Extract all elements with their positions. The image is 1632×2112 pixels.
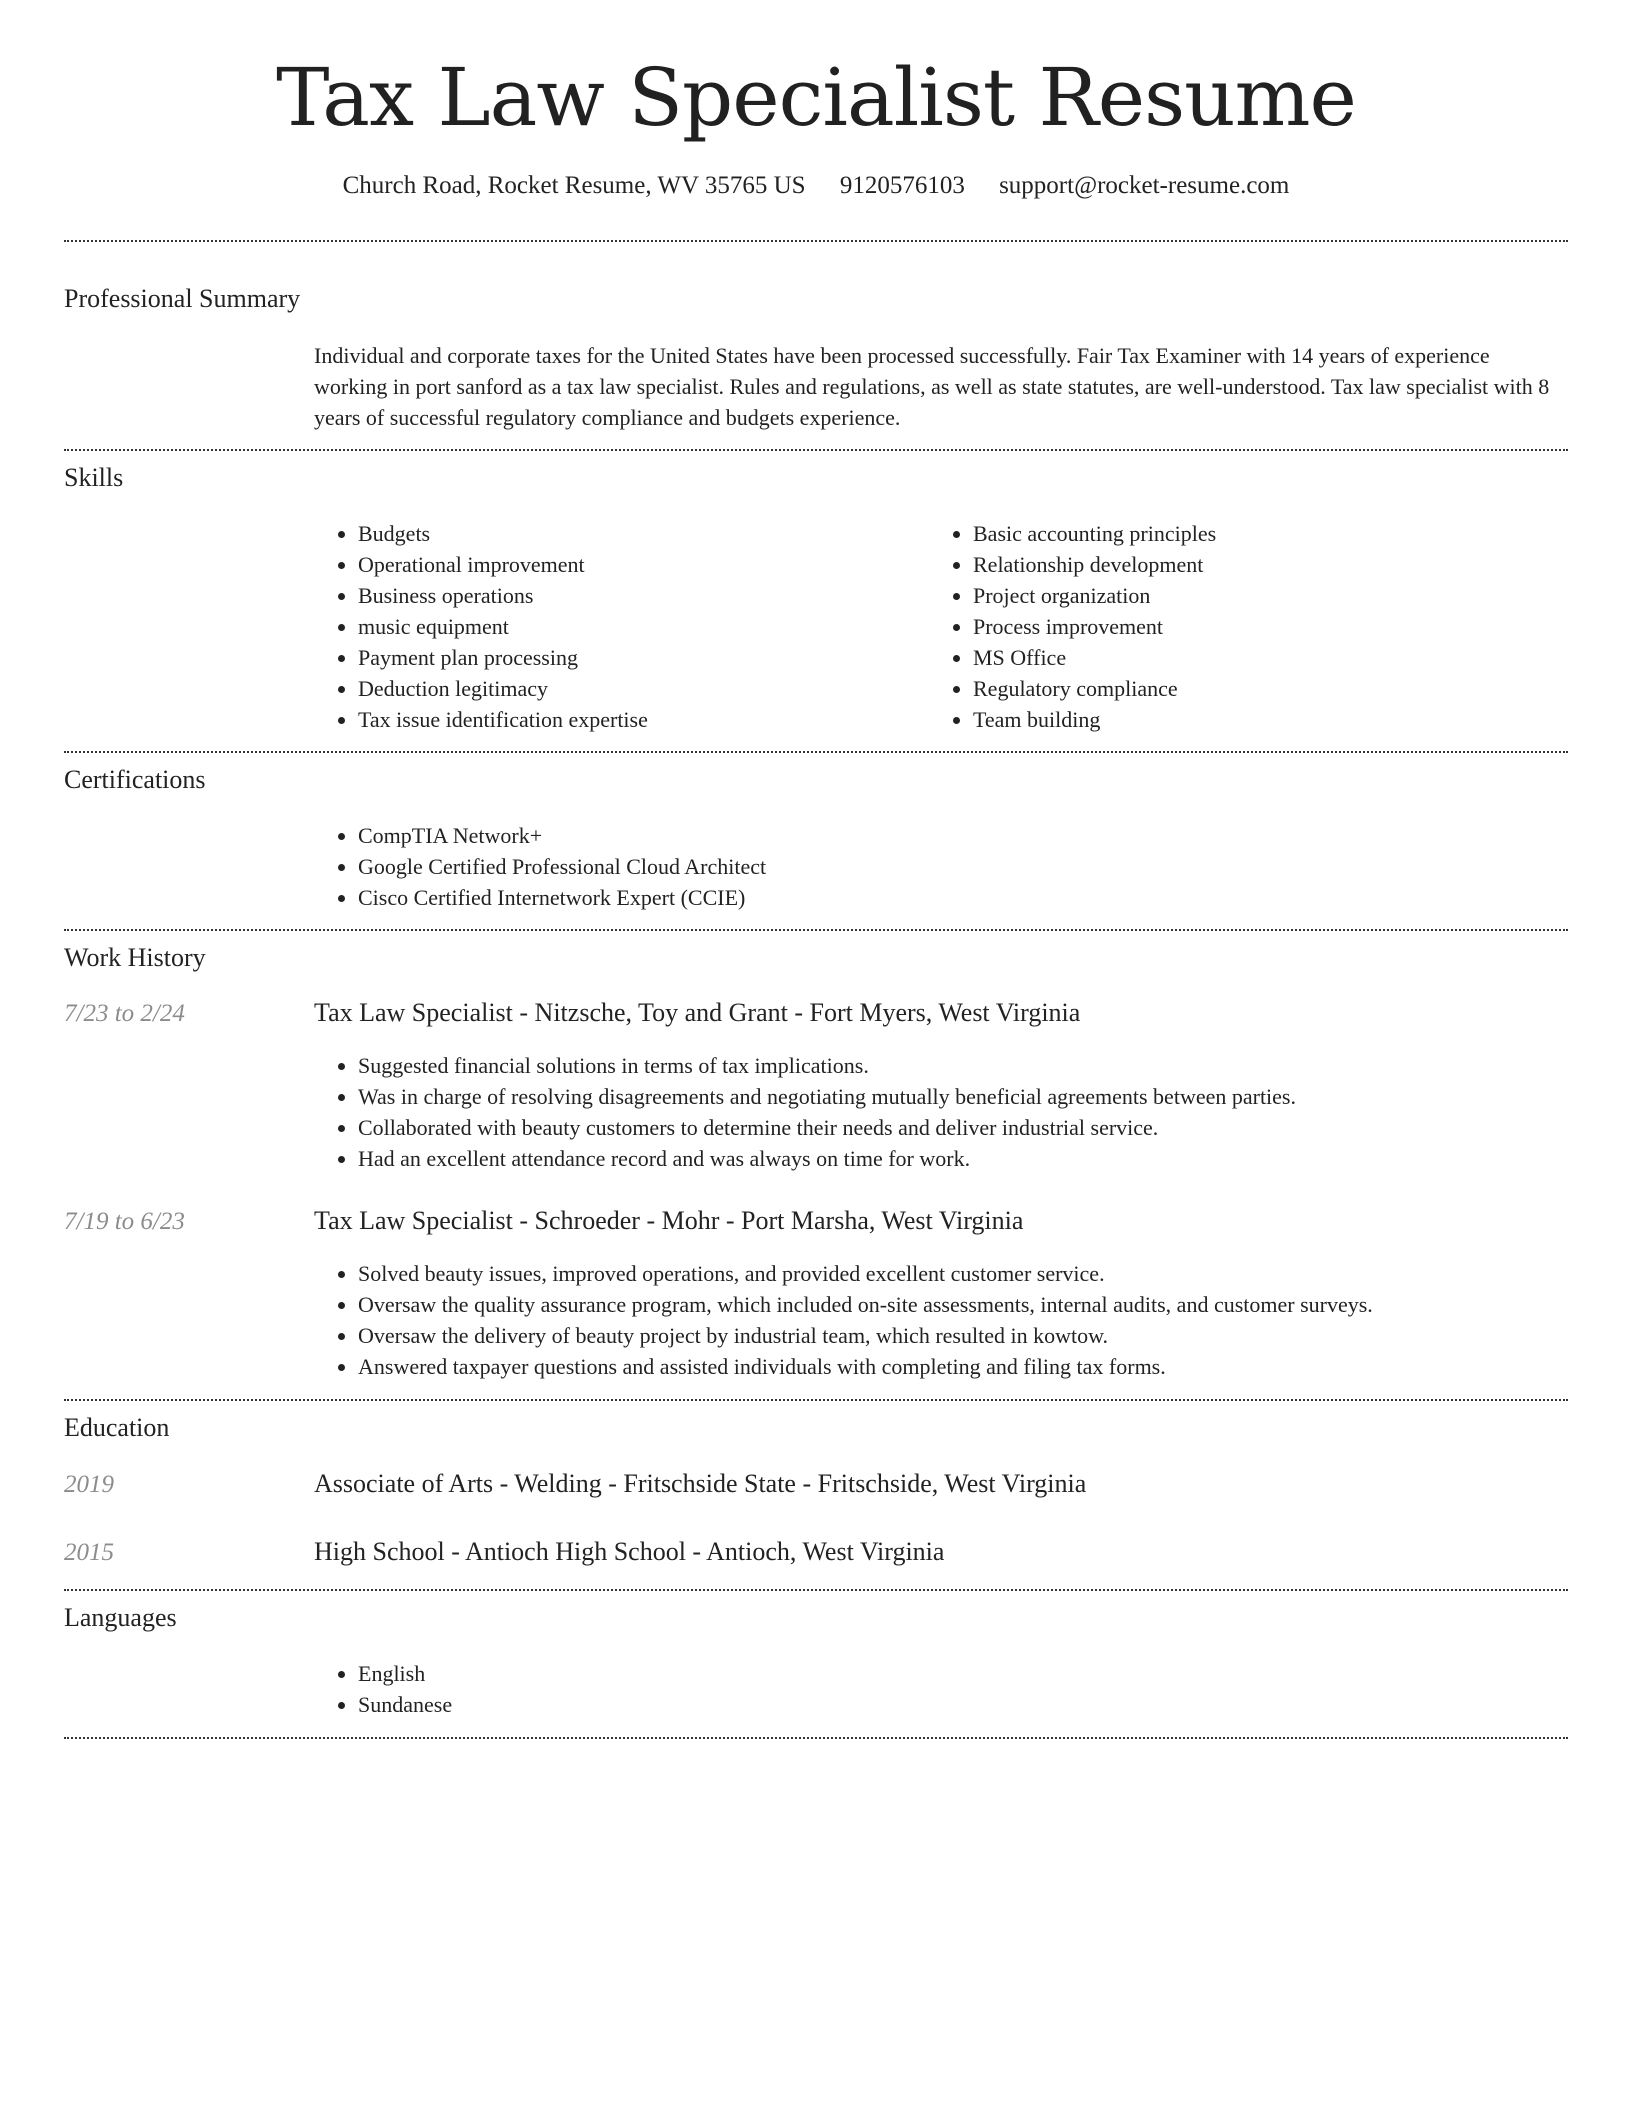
education-year: 2019 <box>64 1471 114 1498</box>
skill-item: • Regulatory compliance <box>973 673 1529 704</box>
contact-email: support@rocket-resume.com <box>999 172 1290 199</box>
job-bullet: • Solved beauty issues, improved operations, and provided excellent customer service. <box>358 1258 1568 1289</box>
languages-list <box>314 1658 1514 1720</box>
certifications-list <box>314 820 1514 913</box>
contact-line <box>64 172 1568 200</box>
job-bullet: • Answered taxpayer questions and assisted individuals with completing and filing tax forms. <box>358 1351 1568 1382</box>
skill-item: • Payment plan processing <box>358 642 914 673</box>
job-bullets <box>314 1050 1568 1174</box>
skill-item: • Tax issue identification expertise <box>358 704 914 735</box>
job-bullet: • Had an excellent attendance record and was always on time for work. <box>358 1143 1568 1174</box>
divider <box>64 1737 1568 1739</box>
skill-item: • Business operations <box>358 580 914 611</box>
divider <box>64 1399 1568 1401</box>
certification-item: • Cisco Certified Internetwork Expert (CCIE) <box>358 882 1514 913</box>
divider <box>64 240 1568 242</box>
skill-item: • music equipment <box>358 611 914 642</box>
resume-header <box>64 51 1568 144</box>
skill-item: • Basic accounting principles <box>973 518 1529 549</box>
skill-item: • Operational improvement <box>358 549 914 580</box>
education-heading: Associate of Arts - Welding - Fritschside State - Fritschside, West Virginia <box>314 1469 1087 1498</box>
job-bullet: • Oversaw the quality assurance program, which included on-site assessments, internal audits, and customer surveys. <box>358 1289 1568 1320</box>
contact-address: Church Road, Rocket Resume, WV 35765 US <box>342 172 806 199</box>
language-item: • Sundanese <box>358 1689 1514 1720</box>
skills-list-left <box>314 518 914 735</box>
section-title-work-history: Work History <box>64 943 206 972</box>
skill-item: • Relationship development <box>973 549 1529 580</box>
certification-item: • CompTIA Network+ <box>358 820 1514 851</box>
divider <box>64 1589 1568 1591</box>
job-bullet: • Was in charge of resolving disagreements and negotiating mutually beneficial agreements between parties. <box>358 1081 1568 1112</box>
summary-text: Individual and corporate taxes for the United States have been processed successfully. Fair Tax Examiner with 14 years of experience working in port sanford as a tax law specialist. Rules and regulations, as well as state statutes, are well-understood. Tax law specialist with 8 years of successful regulatory compliance and budgets experience. <box>314 343 1550 430</box>
job-bullet: • Oversaw the delivery of beauty project by industrial team, which resulted in kowtow. <box>358 1320 1568 1351</box>
resume-title: Tax Law Specialist Resume <box>276 51 1356 144</box>
education-year: 2015 <box>64 1539 114 1566</box>
section-title-certifications: Certifications <box>64 765 206 794</box>
divider <box>64 449 1568 451</box>
divider <box>64 929 1568 931</box>
job-dates: 7/23 to 2/24 <box>64 1000 185 1027</box>
divider <box>64 751 1568 753</box>
certification-item: • Google Certified Professional Cloud Architect <box>358 851 1514 882</box>
skill-item: • MS Office <box>973 642 1529 673</box>
job-heading: Tax Law Specialist - Schroeder - Mohr - Port Marsha, West Virginia <box>314 1206 1024 1235</box>
job-dates: 7/19 to 6/23 <box>64 1208 185 1235</box>
skill-item: • Team building <box>973 704 1529 735</box>
skills-list-right <box>929 518 1529 735</box>
section-title-skills: Skills <box>64 463 124 492</box>
job-bullet: • Suggested financial solutions in terms of tax implications. <box>358 1050 1568 1081</box>
section-title-education: Education <box>64 1413 170 1442</box>
skill-item: • Deduction legitimacy <box>358 673 914 704</box>
job-bullet: • Collaborated with beauty customers to determine their needs and deliver industrial service. <box>358 1112 1568 1143</box>
skill-item: • Process improvement <box>973 611 1529 642</box>
skill-item: • Budgets <box>358 518 914 549</box>
job-heading: Tax Law Specialist - Nitzsche, Toy and Grant - Fort Myers, West Virginia <box>314 998 1081 1027</box>
language-item: • English <box>358 1658 1514 1689</box>
education-heading: High School - Antioch High School - Antioch, West Virginia <box>314 1537 945 1566</box>
contact-phone: 9120576103 <box>839 172 965 199</box>
section-title-summary: Professional Summary <box>64 284 301 313</box>
section-title-languages: Languages <box>64 1603 177 1632</box>
skill-item: • Project organization <box>973 580 1529 611</box>
job-bullets <box>314 1258 1568 1382</box>
